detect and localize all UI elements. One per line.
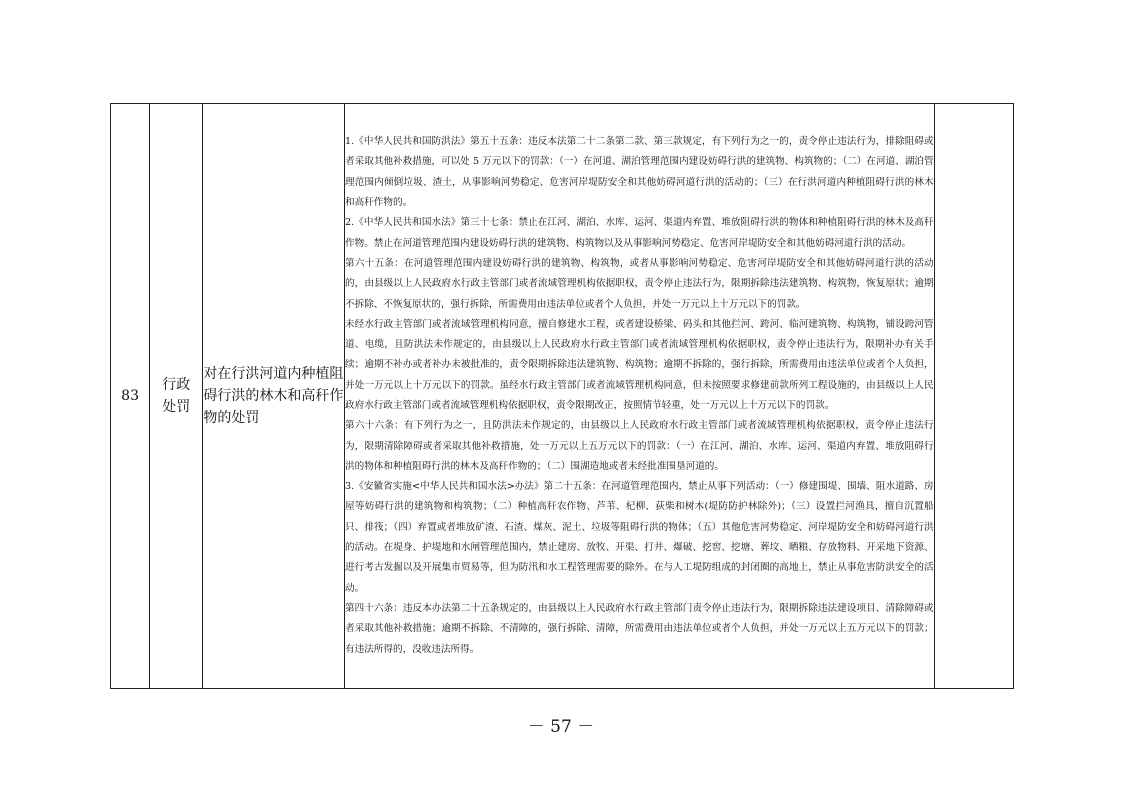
row-legal-basis (345, 104, 935, 689)
basis-paragraph: 2.《中华人民共和国水法》第三十七条：禁止在江河、湖泊、水库、运河、渠道内弃置、堆放阻碍行洪的物体和种植阻碍行洪的林木及高秆作物。禁止在河道管理范围内建设妨碍行洪的建筑物、构筑物以及从事影响河势稳定、危害河岸堤防安全和其他妨碍河道行洪的活动。 (345, 217, 934, 249)
document-table-wrapper (110, 103, 1014, 689)
row-remarks (934, 104, 1013, 689)
row-number: 83 (111, 104, 150, 689)
row-category-line: 行政 (162, 377, 191, 393)
basis-paragraph: 第六十六条：有下列行为之一，且防洪法未作规定的，由县级以上人民政府水行政主管部门或者流域管理机构依据职权，责令停止违法行为，限期清除障碍或者采取其他补救措施，处一万元以上五万元以下的罚款：（一）在江河、湖泊、水库、运河、渠道内弃置、堆放阻碍行洪的物体和种植阻碍行洪的林木及高秆作物的；（二）围湖造地或者未经批准围垦河道的。 (345, 420, 934, 472)
basis-paragraph: 1.《中华人民共和国防洪法》第五十五条：违反本法第二十二条第二款、第三款规定，有下列行为之一的，责令停止违法行为，排除阻碍或者采取其他补救措施，可以处 5 万元以下的罚款：（一）在河道、湖泊管理范围内建设妨碍行洪的建筑物、构筑物的；（二）在河道、湖泊管理范围内倾倒垃圾、渣土，从事影响河势稳定、危害河岸堤防安全和其他妨碍河道行洪的活动的；（三）在行洪河道内种植阻碍行洪的林木和高秆作物的。 (345, 136, 934, 209)
row-category (150, 104, 203, 689)
basis-paragraph: 第四十六条：违反本办法第二十五条规定的，由县级以上人民政府水行政主管部门责令停止违法行为，限期拆除违法建设项目、清除障碍或者采取其他补救措施；逾期不拆除、不清障的，强行拆除、清障，所需费用由违法单位或者个人负担，并处一万元以上五万元以下的罚款；有违法所得的，没收违法所得。 (345, 602, 934, 655)
penalty-table (110, 103, 1014, 689)
page-number: － 57 － (527, 717, 595, 737)
basis-paragraph: 3.《安徽省实施<中华人民共和国水法>办法》第二十五条：在河道管理范围内，禁止从事下列活动：（一）修建围堤、围墙、阻水道路、房屋等妨碍行洪的建筑物和构筑物；（二）种植高秆农作物、芦苇、杞柳、荻柴和树木(堤防防护林除外)；（三）设置拦河渔具，擅自沉置船只、排筏；（四）弃置或者堆放矿渣、石渣、煤灰、泥土、垃圾等阻碍行洪的物体；（五）其他危害河势稳定、河岸堤防安全和妨碍河道行洪的活动。在堤身、护堤地和水闸管理范围内，禁止建房、放牧、开渠、打井、爆破、挖窖、挖塘、葬坟、晒粮、存放物料、开采地下资源、进行考古发掘以及开展集市贸易等，但为防汛和水工程管理需要的除外。在与人工堤防组成的封闭圈的高地上，禁止从事危害防洪安全的活动。 (345, 481, 934, 594)
row-item-name: 对在行洪河道内种植阻碍行洪的林木和高秆作物的处罚 (203, 104, 345, 689)
basis-paragraph: 未经水行政主管部门或者流域管理机构同意，擅自修建水工程，或者建设桥梁、码头和其他拦河、跨河、临河建筑物、构筑物，铺设跨河管道、电缆，且防洪法未作规定的，由县级以上人民政府水行政主管部门或者流域管理机构依据职权，责令停止违法行为，限期补办有关手续；逾期不补办或者补办未被批准的，责令限期拆除违法建筑物、构筑物；逾期不拆除的，强行拆除，所需费用由违法单位或者个人负担，并处一万元以上十万元以下的罚款。虽经水行政主管部门或者流域管理机构同意，但未按照要求修建前款所列工程设施的，由县级以上人民政府水行政主管部门或者流域管理机构依据职权，责令限期改正，按照情节轻重，处一万元以上十万元以下的罚款。 (345, 318, 934, 411)
row-category-line: 处罚 (162, 399, 191, 415)
basis-paragraph: 第六十五条：在河道管理范围内建设妨碍行洪的建筑物、构筑物，或者从事影响河势稳定、危害河岸堤防安全和其他妨碍河道行洪的活动的，由县级以上人民政府水行政主管部门或者流域管理机构依据职权，责令停止违法行为，限期拆除违法建筑物、构筑物，恢复原状；逾期不拆除、不恢复原状的，强行拆除，所需费用由违法单位或者个人负担，并处一万元以上十万元以下的罚款。 (345, 257, 934, 310)
table-row (111, 104, 1014, 689)
